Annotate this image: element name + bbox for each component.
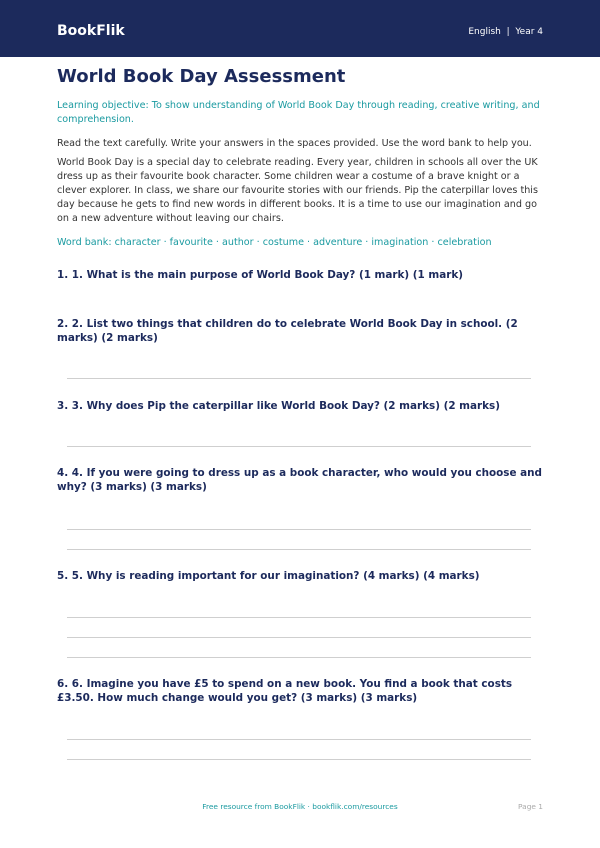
question-3: 3. 3. Why does Pip the caterpillar like World Book Day? (2 marks) (2 marks)	[57, 400, 500, 412]
question-5: 5. 5. Why is reading important for our imagination? (4 marks) (4 marks)	[57, 570, 480, 582]
learning-objective: Learning objective: To show understanding of World Book Day through reading, creative writing, and comprehension.	[57, 100, 540, 125]
word-bank: Word bank: character · favourite · author · costume · adventure · imagination · celebration	[57, 237, 492, 248]
answer-line[interactable]	[67, 446, 531, 447]
answer-line[interactable]	[67, 657, 531, 658]
page-title: World Book Day Assessment	[57, 66, 346, 87]
answer-line[interactable]	[67, 529, 531, 530]
answer-line[interactable]	[67, 739, 531, 740]
subject-label: English | Year 4	[468, 27, 543, 37]
answer-line[interactable]	[67, 549, 531, 550]
answer-line[interactable]	[67, 378, 531, 379]
brand-logo: BookFlik	[57, 23, 125, 39]
footer-credit[interactable]: Free resource from BookFlik · bookflik.com/resources	[202, 802, 398, 811]
instructions: Read the text carefully. Write your answers in the spaces provided. Use the word bank to help you.	[57, 138, 532, 149]
question-2: 2. 2. List two things that children do to celebrate World Book Day in school. (2 marks) (2 marks)	[57, 318, 518, 344]
answer-line[interactable]	[67, 617, 531, 618]
answer-line[interactable]	[67, 637, 531, 638]
reading-passage: World Book Day is a special day to celebrate reading. Every year, children in schools all over the UK dress up as their favourite book character. Some children wear a costume of a brave knight or a clever explorer. In class, we share our favourite stories with our friends. Pip the caterpillar loves this day because he gets to find new words in different books. It is a time to use our imagination and go on a new adventure without leaving our chairs.	[57, 157, 538, 224]
page-header	[0, 0, 600, 57]
question-4: 4. 4. If you were going to dress up as a book character, who would you choose and why? (3 marks) (3 marks)	[57, 467, 542, 493]
question-6: 6. 6. Imagine you have £5 to spend on a new book. You find a book that costs £3.50. How much change would you get? (3 marks) (3 marks)	[57, 678, 513, 704]
page-number: Page 1	[518, 802, 543, 811]
answer-line[interactable]	[67, 759, 531, 760]
question-1: 1. 1. What is the main purpose of World Book Day? (1 mark) (1 mark)	[57, 269, 463, 281]
